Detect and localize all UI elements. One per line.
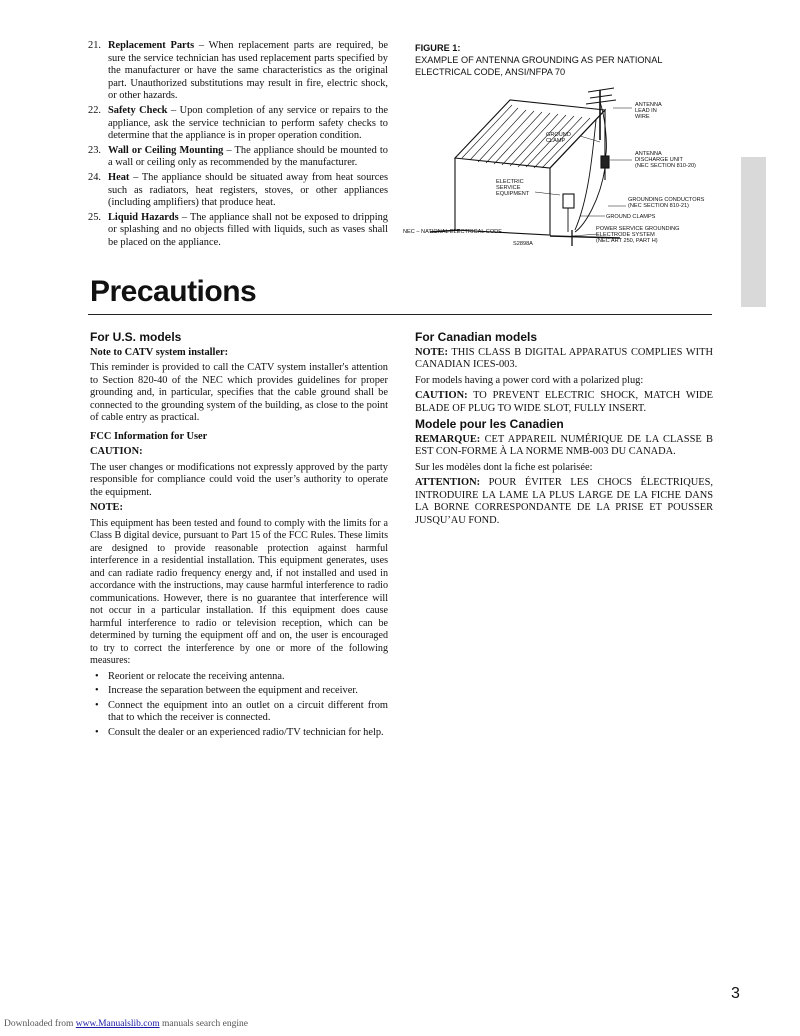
caution-label: CAUTION: [415, 390, 468, 401]
list-item: 22. Safety Check – Upon completion of any service or repairs to the appliance, ask the service technician to perform safety checks to determine that the appliance is in proper operation condition. [88, 104, 388, 142]
footer-suffix: manuals search engine [159, 1019, 248, 1029]
title-rule [88, 314, 712, 315]
figure-caption [415, 42, 715, 78]
french-heading: Modele pour les Canadien [415, 417, 564, 431]
list-item: • Consult the dealer or an experienced radio/TV technician for help. [90, 727, 388, 740]
figure-label: FIGURE 1: [415, 43, 461, 53]
note-text: This equipment has been tested and found to comply with the limits for a Class B digital device, pursuant to Part 15 of the FCC Rules. These limits are designed to provide reasonable protection against harmful interference in a residential installation. This equipment generates, uses and can radiate radio frequency energy and, if not installed and used in accordance with the instructions, may cause harmful interference to radio communications. However, there is no guarantee that interference will not occur in a particular installation. If this equipment does cause harmful interference to radio or television reception, which can be determined by turning the equipment off and on, the user is encouraged to try to correct the interference by one or more of the following measures: [90, 517, 388, 666]
figure-code: S2898A [513, 241, 533, 247]
list-item: • Increase the separation between the equipment and receiver. [90, 685, 388, 698]
us-models-section [90, 331, 388, 741]
footer-prefix: Downloaded from [4, 1019, 76, 1029]
label-discharge-unit: ANTENNA [635, 151, 662, 157]
fcc-title: FCC Information for User [90, 430, 208, 442]
note-label: NOTE: [415, 346, 448, 358]
figure-caption-text: EXAMPLE OF ANTENNA GROUNDING AS PER NATIONAL ELECTRICAL CODE, ANSI/NFPA 70 [415, 55, 663, 77]
label-antenna-lead-2: LEAD IN [635, 108, 657, 114]
attention-label: ATTENTION: [415, 477, 481, 488]
remarque-label: REMARQUE: [415, 433, 481, 445]
plug-text: For models having a power cord with a polarized plug: [415, 374, 644, 386]
page-title: Precautions [90, 275, 257, 308]
safety-instructions-list [88, 40, 388, 252]
canada-heading: For Canadian models [415, 330, 538, 344]
caution-text: The user changes or modifications not expressly approved by the party responsible for compliance could void the user’s authority to operate the equipment. [90, 461, 388, 498]
label-antenna-lead-3: WIRE [635, 114, 650, 120]
caution-text: TO PREVENT ELECTRIC SHOCK, MATCH WIDE BLADE OF PLUG TO WIDE SLOT, FULLY INSERT. [415, 390, 713, 414]
list-item: 25. Liquid Hazards – The appliance shall not be exposed to dripping or splashing and no objects filled with liquids, such as vases shall be placed on the appliance. [88, 211, 388, 248]
caution-title: CAUTION: [90, 446, 143, 457]
label-service-equipment: ELECTRIC [496, 179, 524, 185]
list-item: 21. Replacement Parts – When replacement parts are required, be sure the service technician has used replacement parts specified by the manufacturer or have the same characteristics as the original part. Unauthorized substitutions may result in fire, electric shock, or other hazards. [88, 40, 389, 102]
label-electrode-system-3: (NEC ART 250, PART H) [596, 238, 658, 244]
list-item: 23. Wall or Ceiling Mounting – The appliance should be mounted to a wall or ceiling only as recommended by the manufacturer. [88, 144, 388, 169]
antenna-grounding-diagram [400, 80, 720, 260]
measures-list [90, 671, 388, 740]
note-text: THIS CLASS B DIGITAL APPARATUS COMPLIES WITH CANADIAN ICES-003. [415, 346, 713, 370]
label-nec: NEC – NATIONAL ELECTRICAL CODE [403, 229, 502, 235]
remarque-text: CET APPAREIL NUMÉRIQUE DE LA CLASSE B EST CON-FORME À LA NORME NMB-003 DU CANADA. [415, 433, 713, 457]
us-heading: For U.S. models [90, 330, 182, 344]
list-item: 24. Heat – The appliance should be situated away from heat sources such as radiators, heat registers, stoves, or other appliances (including amplifiers) that produce heat. [88, 171, 388, 209]
catv-title: Note to CATV system installer: [90, 346, 229, 358]
canadian-models-section [415, 331, 713, 530]
manualslib-link[interactable]: www.Manualslib.com [75, 1019, 160, 1029]
label-ground-clamp-2: CLAMP [546, 138, 566, 144]
page-number: 3 [731, 985, 740, 1002]
french-plug-text: Sur les modèles dont la fiche est polarisée: [415, 461, 593, 473]
attention-text: POUR ÉVITER LES CHOCS ÉLECTRIQUES, INTRODUIRE LA LAME LA PLUS LARGE DE LA FICHE DANS LA BORNE CORRESPONDANTE DE LA PRISE ET POUSSER JUSQU’AU FOND. [415, 477, 713, 526]
label-antenna-lead: ANTENNA [635, 102, 662, 108]
label-grounding-conductors-2: (NEC SECTION 810-21) [628, 203, 689, 209]
label-service-equipment-3: EQUIPMENT [496, 191, 530, 197]
label-grounding-conductors: GROUNDING CONDUCTORS [628, 197, 705, 203]
catv-text: This reminder is provided to call the CATV system installer's attention to Section 820-40 of the NEC which provides guidelines for proper grounding and, in particular, specifies that the cable ground shall be connected to the grounding system of the building, as close to the point of cable entry as practical. [90, 362, 388, 423]
label-electrode-system: POWER SERVICE GROUNDING [596, 226, 680, 232]
section-tab [741, 157, 766, 307]
label-ground-clamp: GROUND [546, 132, 571, 138]
download-footer [4, 1019, 248, 1029]
list-item: • Connect the equipment into an outlet on a circuit different from that to which the receiver is connected. [90, 700, 388, 725]
label-service-equipment-2: SERVICE [496, 185, 521, 191]
label-discharge-unit-3: (NEC SECTION 810-20) [635, 163, 696, 169]
note-title: NOTE: [90, 502, 123, 513]
list-item: • Reorient or relocate the receiving antenna. [90, 671, 388, 684]
label-ground-clamps: GROUND CLAMPS [606, 214, 656, 220]
label-discharge-unit-2: DISCHARGE UNIT [635, 157, 683, 163]
label-electrode-system-2: ELECTRODE SYSTEM [596, 232, 655, 238]
